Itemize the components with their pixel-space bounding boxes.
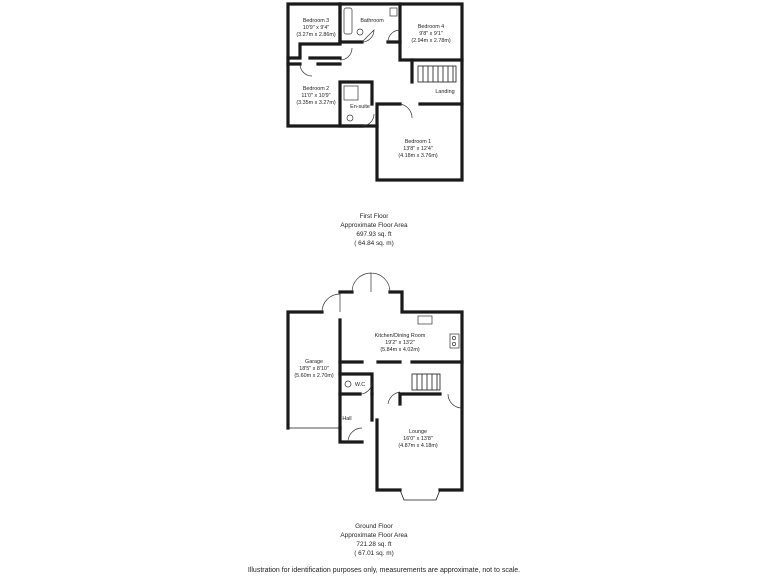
first-floor-sqft: 697.93 sq. ft — [356, 231, 392, 238]
first-floor-subtitle: Approximate Floor Area — [340, 222, 408, 229]
bedroom3-imperial: 10'9" x 9'4" — [302, 25, 330, 31]
garage-imperial: 18'5" x 8'10" — [299, 366, 329, 372]
kitchen-name: Kitchen/Dining Room — [374, 333, 426, 339]
basin-icon — [390, 8, 397, 16]
lounge-door — [388, 392, 400, 404]
kitchen-metric: (5.84m x 4.02m) — [380, 347, 420, 353]
bedroom1-metric: (4.18m x 3.76m) — [398, 153, 438, 159]
bedroom1-name: Bedroom 1 — [404, 139, 432, 145]
lounge-bay-window — [400, 490, 440, 500]
lounge-door-2 — [448, 394, 462, 408]
disclaimer-text: Illustration for identification purposes only, measurements are approximate, not to scale. — [247, 567, 521, 574]
bathroom-name: Bathroom — [360, 18, 384, 24]
bedroom4-name: Bedroom 4 — [417, 24, 445, 30]
first-floor-caption — [340, 213, 408, 247]
bedroom4-wall — [400, 42, 462, 60]
lounge-wall — [377, 362, 462, 490]
hob-ring-icon — [452, 336, 455, 339]
ground-floor-plan — [288, 273, 462, 500]
first-floor-stairs-treads — [423, 66, 453, 82]
ground-floor-stairs-treads — [417, 374, 437, 390]
ground-floor-subtitle: Approximate Floor Area — [340, 532, 408, 539]
ground-floor-title: Ground Floor — [355, 523, 393, 530]
ground-floor-stairs — [412, 374, 440, 390]
bedroom1-imperial: 13'8" x 12'4" — [403, 146, 433, 152]
wc-name: W.C — [354, 382, 366, 388]
bedroom3-wall — [288, 4, 340, 58]
front-door — [348, 428, 362, 442]
wc-toilet-icon — [345, 381, 351, 387]
garage-name: Garage — [305, 359, 323, 365]
ensuite-basin-icon — [347, 115, 353, 121]
bedroom2-imperial: 11'0" x 10'9" — [301, 93, 331, 99]
bath-icon — [344, 8, 352, 34]
ground-floor-caption — [340, 523, 408, 557]
garage-metric: (5.60m x 2.70m) — [294, 373, 334, 379]
hob-icon — [450, 334, 459, 348]
hob-ring-2-icon — [452, 342, 455, 345]
bedroom1-top-wall — [377, 104, 462, 126]
lounge-name: Lounge — [409, 429, 427, 435]
bedroom2-metric: (3.35m x 3.27m) — [296, 100, 336, 106]
first-floor-stairs — [418, 66, 456, 82]
first-floor-plan — [288, 4, 462, 180]
bedroom4-imperial: 9'8" x 9'1" — [419, 31, 443, 37]
bedroom3-name: Bedroom 3 — [302, 18, 330, 24]
ensuite-name: En-suite — [350, 104, 370, 110]
lounge-imperial: 16'0" x 13'8" — [403, 436, 433, 442]
sink-icon — [418, 316, 432, 324]
ground-floor-sqft: 721.28 sq. ft — [356, 541, 392, 548]
hall-name: Hall — [342, 416, 352, 422]
bedroom2-name: Bedroom 2 — [302, 86, 330, 92]
toilet-icon — [357, 29, 363, 35]
shower-icon — [344, 86, 358, 100]
first-floor-sqm: ( 64.84 sq. m) — [354, 240, 394, 247]
kitchen-imperial: 19'2" x 13'2" — [385, 340, 415, 346]
bedroom4-metric: (2.94m x 2.78m) — [411, 38, 451, 44]
landing-name: Landing — [435, 89, 455, 95]
kitchen-side-door — [322, 294, 340, 312]
lounge-metric: (4.87m x 4.18m) — [398, 443, 438, 449]
kitchen-french-doors — [352, 273, 390, 292]
bedroom3-metric: (3.27m x 2.86m) — [296, 32, 336, 38]
first-floor-title: First Floor — [359, 213, 389, 220]
ground-floor-sqm: ( 67.01 sq. m) — [354, 550, 394, 557]
